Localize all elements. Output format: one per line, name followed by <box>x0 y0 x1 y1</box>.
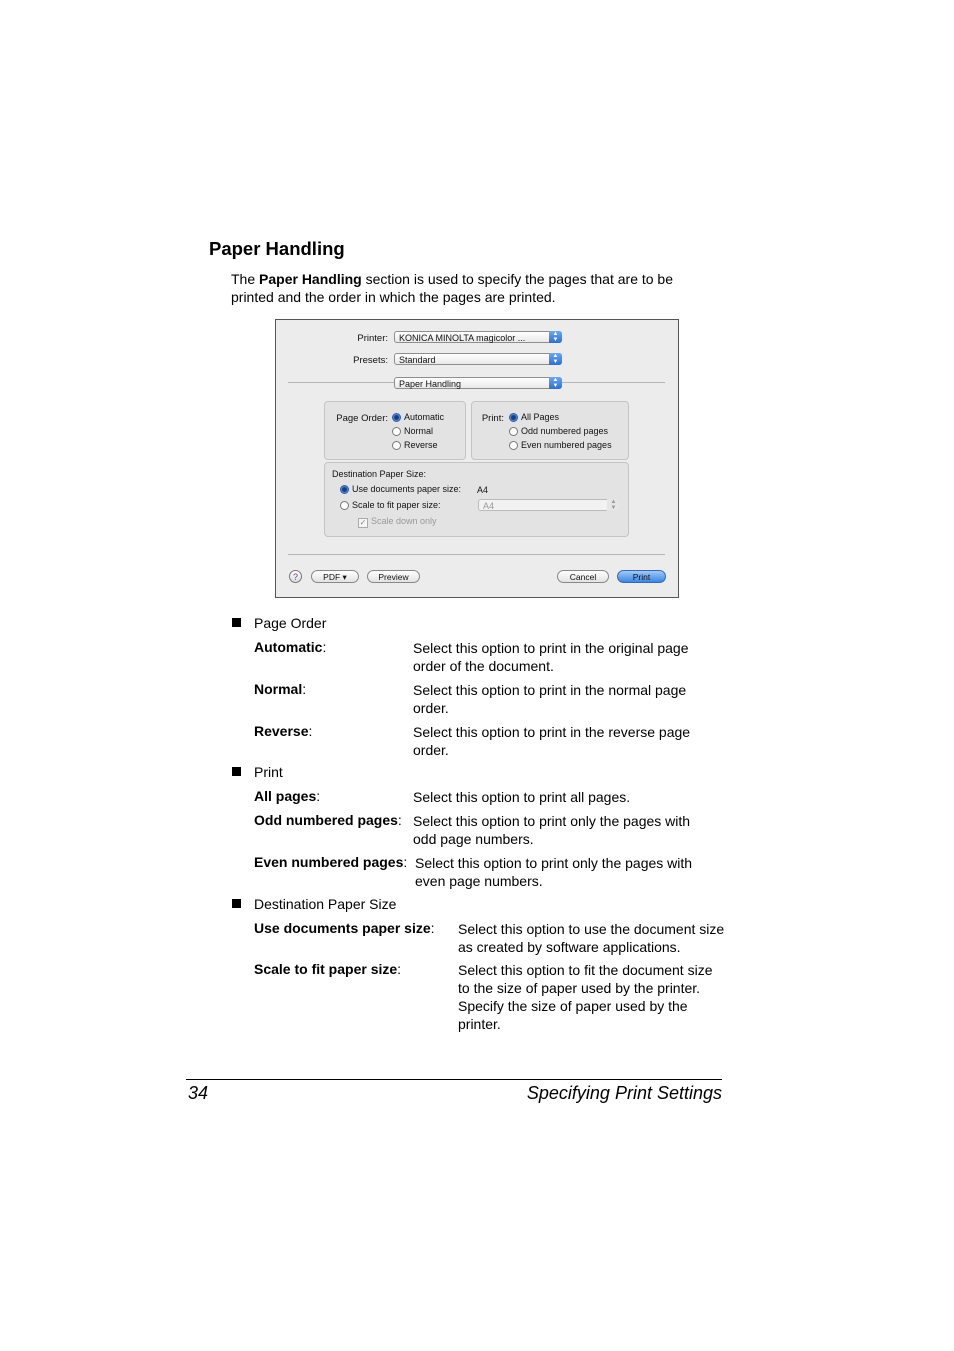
term-normal: Normal: <box>254 681 307 697</box>
popup-arrows-icon: ▲ ▼ <box>549 353 562 365</box>
radio-automatic[interactable]: Automatic <box>392 412 444 423</box>
bullet-square-icon <box>232 767 241 776</box>
bullet-page-order: Page Order <box>254 615 326 631</box>
print-label: Print: <box>481 413 504 424</box>
use-docs-value: A4 <box>477 485 489 495</box>
pdf-button[interactable]: PDF ▾ <box>311 570 359 583</box>
intro-paragraph: The Paper Handling section is used to specify the pages that are to be printed and the order in which the pages are printed. <box>231 271 674 305</box>
term-automatic: Automatic: <box>254 639 327 655</box>
help-icon[interactable]: ? <box>289 570 302 583</box>
presets-label: Presets: <box>353 355 388 366</box>
checkmark-icon: ✓ <box>359 518 367 527</box>
radio-odd-pages[interactable]: Odd numbered pages <box>509 426 608 437</box>
desc-automatic: Select this option to print in the original page order of the document. <box>413 640 689 674</box>
bullet-square-icon <box>232 618 241 627</box>
destination-label: Destination Paper Size: <box>332 469 427 479</box>
popup-arrows-icon: ▲ ▼ <box>549 331 562 343</box>
printer-popup[interactable]: KONICA MINOLTA magicolor ... ▲ ▼ <box>394 331 562 343</box>
bullet-square-icon <box>232 899 241 908</box>
term-reverse: Reverse: <box>254 723 313 739</box>
radio-use-docs-size[interactable]: Use documents paper size: <box>340 484 461 495</box>
popup-arrows-icon: ▲ ▼ <box>549 377 562 389</box>
presets-popup[interactable]: Standard ▲ ▼ <box>394 353 562 365</box>
radio-normal[interactable]: Normal <box>392 426 433 437</box>
term-scale-to-fit: Scale to fit paper size: <box>254 961 402 977</box>
panel-popup[interactable]: Paper Handling ▲ ▼ <box>394 377 562 389</box>
print-button[interactable]: Print <box>617 570 666 583</box>
desc-odd-pages: Select this option to print only the pages with odd page numbers. <box>413 813 691 847</box>
scale-down-only-checkbox[interactable]: ✓ Scale down only <box>359 516 437 527</box>
bullet-destination: Destination Paper Size <box>254 896 396 912</box>
radio-all-pages[interactable]: All Pages <box>509 412 559 423</box>
printer-label: Printer: <box>357 333 388 344</box>
page-number: 34 <box>188 1083 209 1103</box>
desc-even-pages: Select this option to print only the pages with even page numbers. <box>415 855 693 889</box>
section-title: Paper Handling <box>209 238 345 259</box>
term-all-pages: All pages: <box>254 788 321 804</box>
radio-reverse[interactable]: Reverse <box>392 440 438 451</box>
cancel-button[interactable]: Cancel <box>557 570 609 583</box>
print-dialog-screenshot <box>275 319 679 598</box>
scale-paper-popup[interactable]: A4 ▲ ▼ <box>478 499 620 511</box>
radio-scale-to-fit[interactable]: Scale to fit paper size: <box>340 500 441 511</box>
separator <box>288 554 665 555</box>
radio-even-pages[interactable]: Even numbered pages <box>509 440 612 451</box>
page-order-label: Page Order: <box>336 413 388 424</box>
bullet-print: Print <box>254 764 283 780</box>
intro-bold: Paper Handling <box>259 271 362 287</box>
footer-rule <box>186 1079 722 1080</box>
desc-scale-to-fit: Select this option to fit the document size to the size of paper used by the printer. Specify the size of paper used by the printer. <box>458 962 713 1032</box>
desc-reverse: Select this option to print in the reverse page order. <box>413 724 691 758</box>
desc-normal: Select this option to print in the normal page order. <box>413 682 687 716</box>
term-odd-pages: Odd numbered pages: <box>254 812 402 828</box>
popup-arrows-icon: ▲ ▼ <box>607 499 620 511</box>
term-use-docs-size: Use documents paper size: <box>254 920 435 936</box>
term-even-pages: Even numbered pages: <box>254 854 408 870</box>
footer-title: Specifying Print Settings <box>526 1083 722 1103</box>
preview-button[interactable]: Preview <box>367 570 420 583</box>
desc-use-docs-size: Select this option to use the document size as created by software applications. <box>458 921 725 955</box>
desc-all-pages: Select this option to print all pages. <box>413 789 631 805</box>
